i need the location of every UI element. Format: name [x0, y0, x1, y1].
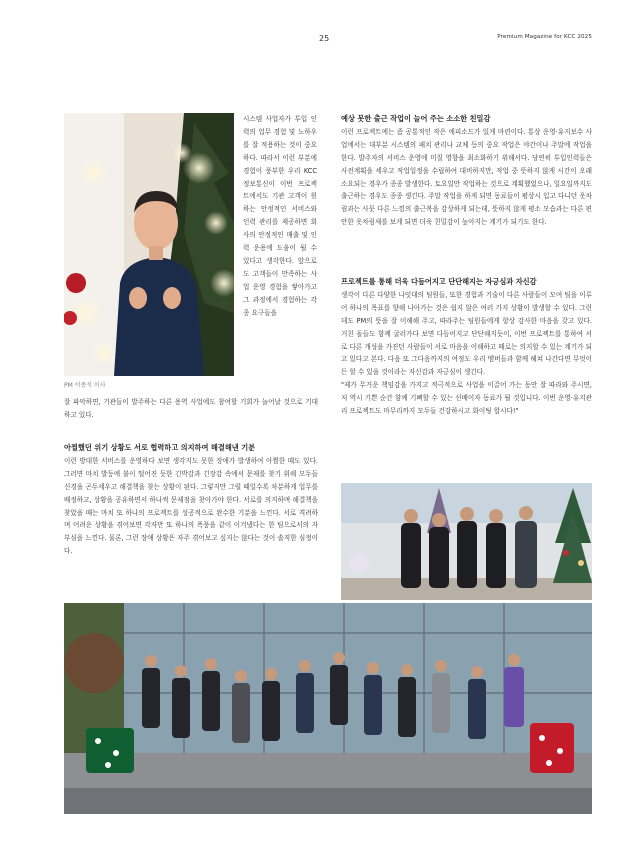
intro-narrow-text [243, 113, 317, 320]
section3-body: 생각이 다른 다양한 나잇대의 팀원들, 또한 경험과 기술이 다른 사람들이 모여 팀을 이루어 하나의 목표를 향해 나아가는 것은 쉽지 않은 여러 가지 상황이 발생할 수 있다. 그런데도 PM의 뜻을 잘 이해해 주고, 따라주는 팀원들에게 항상 감사한 마음을 갖고 있다. 거친 돌들도 함께 굴러가다 보면 다듬어지고 단단해지듯이, 이번 프로젝트를 통하여 서로 다른 개성을 가진던 사람들이 서로 마음을 이해하고 때로는 의지할 수 있는 계기가 되고 있다고 본다. 다음 또 그다음까지의 여정도 우리 멤버들과 함께 헤쳐 나간다면 무엇이든 할 수 있을 것이라는 자신감과 자긍심이 생긴다. [341, 290, 592, 377]
section3-quote: "제가 무거운 책임감을 가지고 적극적으로 사업을 이끌어 가는 동안 잘 따라와 주시면, 저 역시 기쁜 순간 함께 기뻐할 수 있는 선배이자 동료가 될 것입니다. 이번 운영·유지관리 프로젝트도 마무리까지 모두들 건강하시고 화이팅 합시다!" [341, 381, 592, 416]
section2-body: 이런 프로젝트에는 좀 공통적인 작은 에피소드가 있게 마련이다. 통상 운영·유지보수 사업에서는 대부분 시스템의 패치 관리나 교체 등의 중요 작업은 야간이나 주말에 작업을 한다. 발주자의 서비스 운영에 미칠 영향을 최소화하기 위해서다. 당연히 투입인력들은 사전계획을 세우고 작업일정을 수립하여 대비하지만, 작업 중 뜻하지 않게 시간이 오래 소요되는 경우가 종종 발생한다. 토요일만 작업하는 것으로 계획했었으나, 일요일까지도 출근하는 경우도 종종 생긴다. 주말 작업을 하게 되면 동료들이 평상시 입고 다니던 옷차림과는 사뭇 다른 느낌의 출근복을 감상하게 되는데, 뜻하지 않게 평소 모습과는 다른 편안한 옷차림새를 보게 되면 더욱 친밀감이 높아지는 계기가 되기도 한다. [341, 127, 592, 227]
intro-wide-text [64, 396, 318, 422]
section1-heading: 아찔했던 위기 상황도 서로 협력하고 의지하여 해결해낸 기분 [64, 443, 256, 452]
section1 [64, 442, 318, 558]
portrait-photo [64, 113, 234, 376]
section1-body: 이런 방대한 서비스를 운영하다 보면 생각지도 못한 장애가 발생하여 아찔한 때도 있다. 그러면 마치 발등에 불이 떨어진 듯한 긴박감과 긴장감 속에서 문제를 찾기 위해 모두들 신경을 곤두세우고 해결책을 찾는 상황이 된다. 그렇지만 그럴 때일수록 차분하게 업무를 배정하고, 상황을 공유하면서 하나씩 문제점을 찾아가야 한다. 서로를 의지하며 해결책을 찾았을 때는 마치 또 하나의 프로젝트를 성공적으로 완수한 기분을 느낀다. 서로 격려하며 어려운 상황을 겪어보면 각자만 또 하나의 폭풍을 같이 이겨냈다는 한 팀으로서의 자부심을 느낀다. 물론, 그런 장애 상황은 자주 겪어보고 싶지는 않다는 것이 솔직한 심정이다. [64, 456, 318, 556]
section2-heading: 예상 못한 출근 작업이 늘어 주는 소소한 친밀감 [341, 114, 491, 123]
section2 [341, 113, 592, 229]
page-number: 25 [319, 34, 330, 43]
magazine-title: Premium Magazine for KCC 2025 [497, 34, 592, 40]
team-group-photo [341, 483, 592, 600]
section3-heading: 프로젝트를 통해 더욱 다듬어지고 단단해지는 자긍심과 자신감 [341, 277, 537, 286]
team-jump-photo [64, 603, 592, 814]
intro-wide-paragraph: 잘 파악하면, 기관들이 발주하는 다른 용역 사업에도 참여할 기회가 늘어날 것으로 기대하고 있다. [64, 398, 318, 419]
section3 [341, 276, 592, 418]
portrait-caption: PM 이종석 이사 [64, 382, 106, 389]
intro-narrow-paragraph: 시스템 사업자가 투입 인력의 업무 경험 및 노하우를 잘 적용하는 것이 중요하다. 따라서 이런 부분에 경험이 풍부한 우리 KCC정보통신이 이번 프로젝트에서도 기관 고객이 원하는 안정적인 서비스와 인력 관리를 제공하면 회사의 안정적인 매출 및 인력 운용에 도움이 될 수 있다고 생각한다. 앞으로도 고객들이 만족하는 사업 운영 경험을 쌓아가고 그 과정에서 경험하는 각종 요구들을 [243, 115, 317, 317]
